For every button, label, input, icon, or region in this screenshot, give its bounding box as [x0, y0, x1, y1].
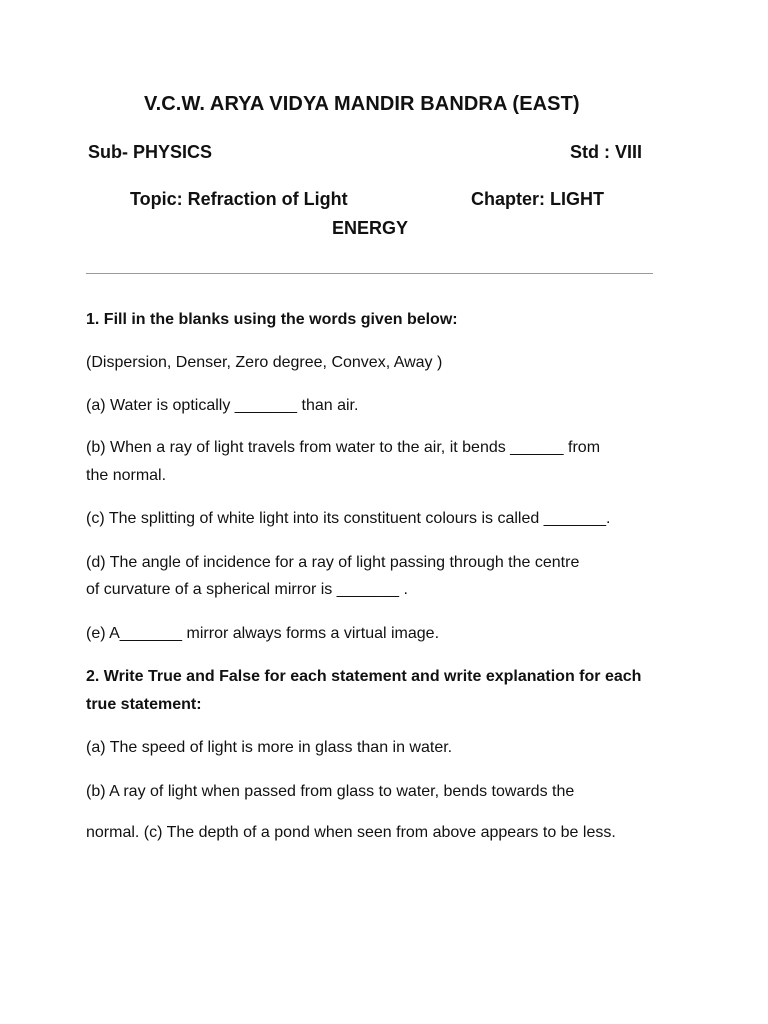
question-1d-line2: of curvature of a spherical mirror is _______ . — [86, 581, 408, 598]
chapter-label: Chapter: LIGHT — [471, 189, 604, 209]
subject-label: Sub- PHYSICS — [88, 142, 213, 162]
header-divider — [86, 273, 653, 274]
topic-label: Topic: Refraction of Light — [130, 189, 348, 209]
question-2b-line1: (b) A ray of light when passed from glass to water, bends towards the — [86, 783, 575, 800]
question-2a: (a) The speed of light is more in glass than in water. — [86, 739, 453, 756]
word-bank: (Dispersion, Denser, Zero degree, Convex, Away ) — [86, 354, 443, 371]
question-1d-line1: (d) The angle of incidence for a ray of light passing through the centre — [86, 554, 580, 571]
question-2-heading-line2: true statement: — [86, 696, 202, 713]
chapter-label-continued: ENERGY — [332, 218, 409, 238]
question-1c: (c) The splitting of white light into its constituent colours is called _______. — [86, 510, 611, 527]
standard-label: Std : VIII — [570, 142, 642, 162]
question-1b-line2: the normal. — [86, 467, 167, 484]
question-1a: (a) Water is optically _______ than air. — [86, 397, 359, 414]
question-1e: (e) A_______ mirror always forms a virtual image. — [86, 625, 440, 642]
question-2b-line2: normal. (c) The depth of a pond when seen from above appears to be less. — [86, 824, 616, 841]
question-2-heading-line1: 2. Write True and False for each statement and write explanation for each — [86, 668, 642, 685]
school-name: V.C.W. ARYA VIDYA MANDIR BANDRA (EAST) — [144, 93, 580, 115]
question-1-heading: 1. Fill in the blanks using the words given below: — [86, 311, 458, 328]
question-1b-line1: (b) When a ray of light travels from water to the air, it bends ______ from — [86, 439, 601, 456]
